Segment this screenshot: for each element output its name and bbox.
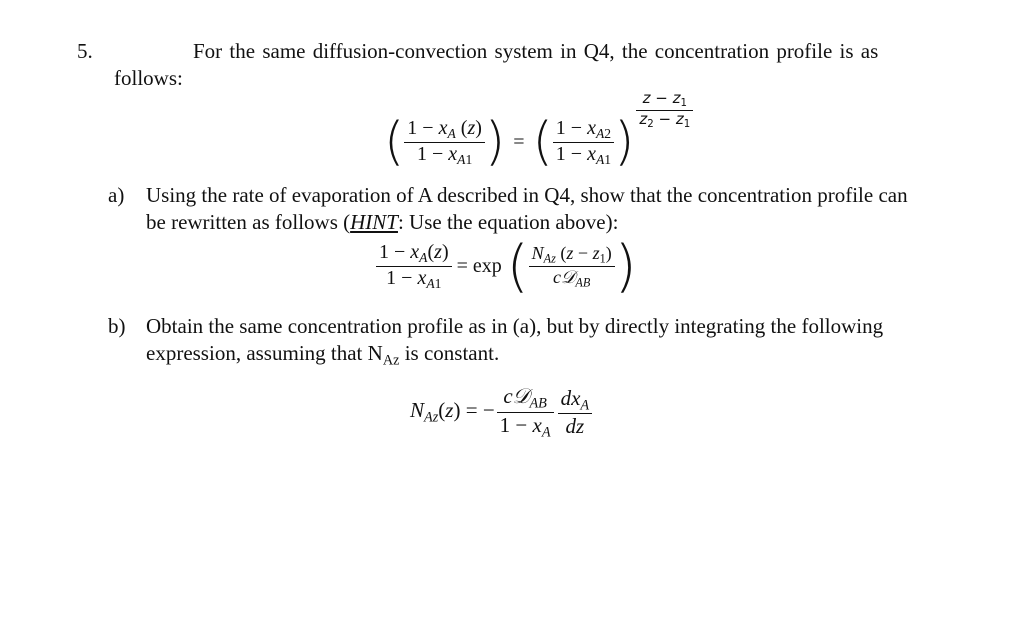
part-b-line2-prefix: expression, assuming that N	[146, 341, 383, 365]
equation-flux: $N_{Az}(z)$ = − $\frac{c𝒟_{AB}}{1 - x_A}$ $\frac{dx_A}{dz}$	[410, 384, 592, 440]
problem-intro-line1: For the same diffusion-convection system in Q4, the concentration profile is as	[193, 39, 879, 63]
part-b-line2-suffix: is constant.	[399, 341, 500, 365]
part-a-label: a)	[108, 183, 125, 207]
part-a-line2-prefix: be rewritten as follows (	[146, 210, 351, 234]
equation-profile-power: ( $\frac{1 - x_A (z)}{1 - x_{A1}}$ ) = ( $\frac{1 - x_{A2}}{1 - x_{A1}}$ ) $\frac{z - z_1}{z_2 - z_1}$	[384, 112, 693, 172]
problem-number: 5.	[77, 39, 93, 63]
part-a-line1: Using the rate of evaporation of A described in Q4, show that the concentration profile can	[146, 183, 908, 207]
problem-intro-line2: follows:	[114, 66, 183, 90]
part-b-label: b)	[108, 314, 126, 338]
part-b-line1: Obtain the same concentration profile as in (a), but by directly integrating the following	[146, 314, 884, 338]
part-b-line2-sub: Az	[382, 352, 400, 369]
part-b-line2	[146, 341, 499, 369]
hint-label: HINT	[350, 210, 398, 234]
equation-profile-exp: $\frac{1 - x_A(z)}{1 - x_{A1}}$ = exp ( $\frac{N_{Az} (z - z_1)}{c𝒟_{AB}}$ )	[376, 234, 637, 299]
part-a-line2	[146, 210, 618, 235]
part-a-line2-suffix: : Use the equation above):	[397, 210, 619, 234]
